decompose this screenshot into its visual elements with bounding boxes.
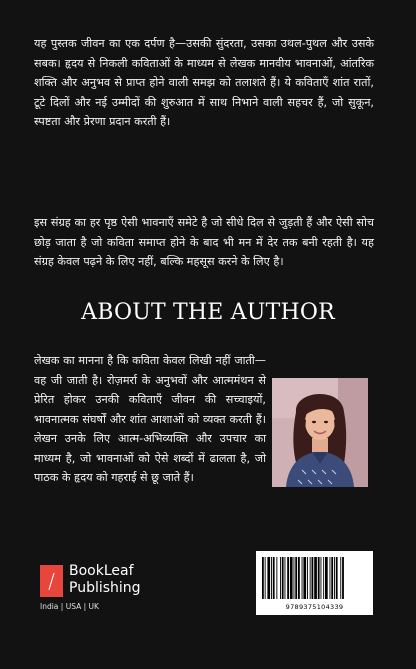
about-author-text: लेखक का मानना है कि कविता केवल लिखी नहीं जाती—वह जी जाती है। रोज़मर्रा के अनुभवों और आत्ममंथन से प्रेरित होकर उनकी कविताएँ जीवन की सच्चाइयों, भावनात्मक संघर्षों और शांत आशाओं को व्यक्त करती हैं। लेखन उनके लिए आत्म-अभिव्यक्ति और उपचार का माध्यम है, जो भावनाओं को ऐसे शब्दों में ढालता है, जो पाठक के हृदय को गहराई से छू जाते हैं।: [34, 354, 266, 484]
blurb-paragraph-1: यह पुस्तक जीवन का एक दर्पण है—उसकी सुंदरता, उसका उथल-पुथल और उसके सबक। हृदय से निकली कविताओं के माध्यम से लेखक मानवीय भावनाओं, आंतरिक शक्ति और अनुभव से प्राप्त होने वाली समझ को तलाशते हैं। ये कविताएँ शांत रातों, टूटे दिलों और नई उम्मीदों की शुरुआत में साथ निभाने वाली सहचर हैं, जो सुकून, स्पष्टता और प्रेरणा प्रदान करती हैं।: [34, 37, 374, 128]
publisher-regions: India | USA | UK: [40, 602, 99, 611]
publisher-name: [69, 563, 141, 597]
author-photo: [272, 378, 368, 487]
publisher-name-line1: BookLeaf: [69, 563, 134, 579]
publisher-logo-slash: /: [48, 569, 55, 593]
publisher-name-line2: Publishing: [69, 580, 141, 596]
author-photo-image: [272, 378, 368, 487]
publisher-logo: [40, 565, 200, 615]
barcode-bars: [256, 551, 373, 603]
isbn-number: 9789375104339: [285, 603, 344, 611]
isbn-barcode: [256, 551, 373, 615]
blurb-paragraph-2: इस संग्रह का हर पृष्ठ ऐसी भावनाएँ समेटे है जो सीधे दिल से जुड़ती हैं और ऐसी सोच छोड़ जाता है जो कविता समाप्त होने के बाद भी मन में देर तक बनी रहती है। यह संग्रह केवल पढ़ने के लिए नहीं, बल्कि महसूस करने के लिए है।: [34, 216, 374, 268]
about-author-heading: ABOUT THE AUTHOR: [81, 300, 335, 325]
